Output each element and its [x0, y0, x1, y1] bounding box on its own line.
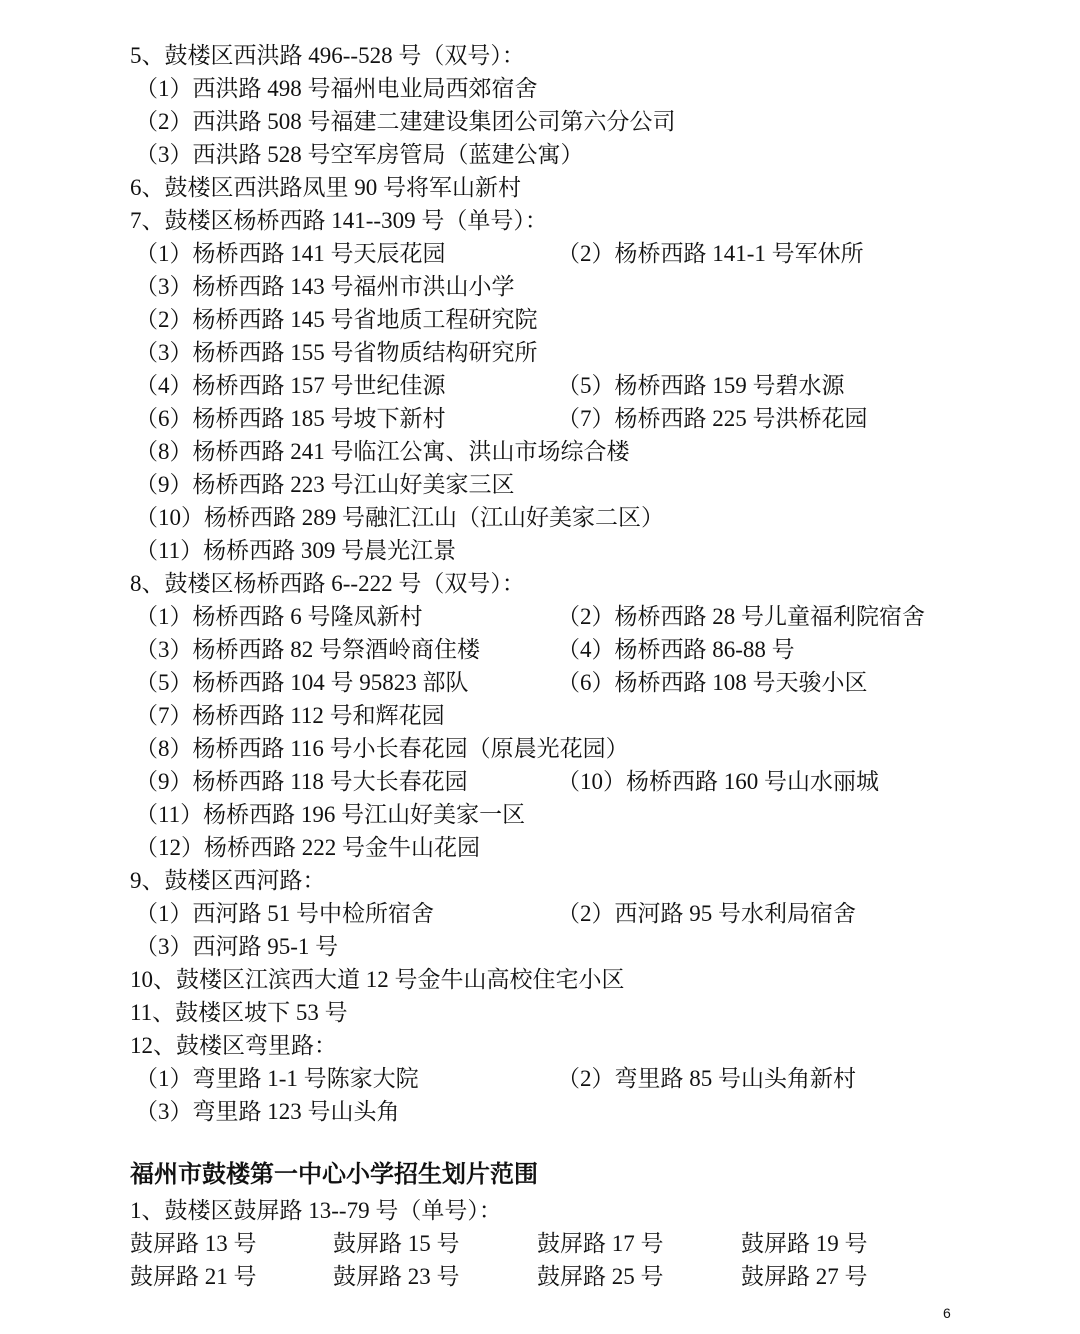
list-item: （4）杨桥西路 86-88 号 [557, 637, 795, 662]
list-item: （1）西洪路 498 号福州电业局西郊宿舍 [135, 76, 538, 101]
section-text: 6、鼓楼区西洪路凤里 90 号将军山新村 [130, 175, 521, 200]
list-item: （2）杨桥西路 28 号儿童福利院宿舍 [557, 604, 925, 629]
list-item: （6）杨桥西路 108 号天骏小区 [557, 670, 868, 695]
list-item: （8）杨桥西路 241 号临江公寓、洪山市场综合楼 [135, 439, 630, 464]
list-item: （10）杨桥西路 160 号山水丽城 [557, 769, 879, 794]
list-item: （3）杨桥西路 143 号福州市洪山小学 [135, 274, 515, 299]
section-text: 9、鼓楼区西河路： [130, 868, 326, 893]
list-item: （1）西河路 51 号中检所宿舍 [135, 901, 434, 926]
list-item: （5）杨桥西路 159 号碧水源 [557, 373, 845, 398]
list-item: （4）杨桥西路 157 号世纪佳源 [135, 373, 446, 398]
list-item: （12）杨桥西路 222 号金牛山花园 [135, 835, 480, 860]
section-text: 12、鼓楼区弯里路： [130, 1033, 337, 1058]
list-item: （3）西洪路 528 号空军房管局（蓝建公寓） [135, 142, 584, 167]
list-item: （2）西河路 95 号水利局宿舍 [557, 901, 856, 926]
list-item: （7）杨桥西路 225 号洪桥花园 [557, 406, 868, 431]
list-item: 鼓屏路 15 号 [333, 1231, 460, 1256]
heading-text: 福州市鼓楼第一中心小学招生划片范围 [130, 1162, 538, 1188]
list-item: （10）杨桥西路 289 号融汇江山（江山好美家二区） [135, 505, 664, 530]
list-item: 鼓屏路 23 号 [333, 1264, 460, 1289]
section-text: 8、鼓楼区杨桥西路 6--222 号（双号）： [130, 571, 525, 596]
list-item: （5）杨桥西路 104 号 95823 部队 [135, 670, 469, 695]
list-item: （2）杨桥西路 145 号省地质工程研究院 [135, 307, 538, 332]
list-item: 鼓屏路 19 号 [741, 1231, 868, 1256]
section-text: 1、鼓楼区鼓屏路 13--79 号（单号）： [130, 1198, 502, 1223]
list-item: （2）西洪路 508 号福建二建建设集团公司第六分公司 [135, 109, 676, 134]
section-text: 10、鼓楼区江滨西大道 12 号金牛山高校住宅小区 [130, 967, 625, 992]
list-item: （1）杨桥西路 141 号天辰花园 [135, 241, 446, 266]
list-item: （3）杨桥西路 155 号省物质结构研究所 [135, 340, 538, 365]
list-item: 鼓屏路 25 号 [537, 1264, 664, 1289]
list-item: 鼓屏路 13 号 [130, 1231, 257, 1256]
list-item: （9）杨桥西路 223 号江山好美家三区 [135, 472, 515, 497]
list-item: （3）西河路 95-1 号 [135, 934, 339, 959]
list-item: （11）杨桥西路 196 号江山好美家一区 [135, 802, 526, 827]
section-text: 7、鼓楼区杨桥西路 141--309 号（单号）： [130, 208, 548, 233]
list-item: （2）弯里路 85 号山头角新村 [557, 1066, 856, 1091]
list-item: （11）杨桥西路 309 号晨光江景 [135, 538, 457, 563]
list-item: 鼓屏路 27 号 [741, 1264, 868, 1289]
section-text: 11、鼓楼区坡下 53 号 [130, 1000, 348, 1025]
list-item: （6）杨桥西路 185 号坡下新村 [135, 406, 446, 431]
page-number: 6 [943, 1305, 951, 1321]
section-text: 5、鼓楼区西洪路 496--528 号（双号）： [130, 43, 525, 68]
list-item: （7）杨桥西路 112 号和辉花园 [135, 703, 445, 728]
list-item: （3）杨桥西路 82 号祭酒岭商住楼 [135, 637, 480, 662]
list-item: 鼓屏路 21 号 [130, 1264, 257, 1289]
list-item: （1）弯里路 1-1 号陈家大院 [135, 1066, 419, 1091]
list-item: （9）杨桥西路 118 号大长春花园 [135, 769, 468, 794]
list-item: （3）弯里路 123 号山头角 [135, 1099, 400, 1124]
list-item: 鼓屏路 17 号 [537, 1231, 664, 1256]
list-item: （2）杨桥西路 141-1 号军休所 [557, 241, 864, 266]
list-item: （1）杨桥西路 6 号隆凤新村 [135, 604, 423, 629]
list-item: （8）杨桥西路 116 号小长春花园（原晨光花园） [135, 736, 629, 761]
